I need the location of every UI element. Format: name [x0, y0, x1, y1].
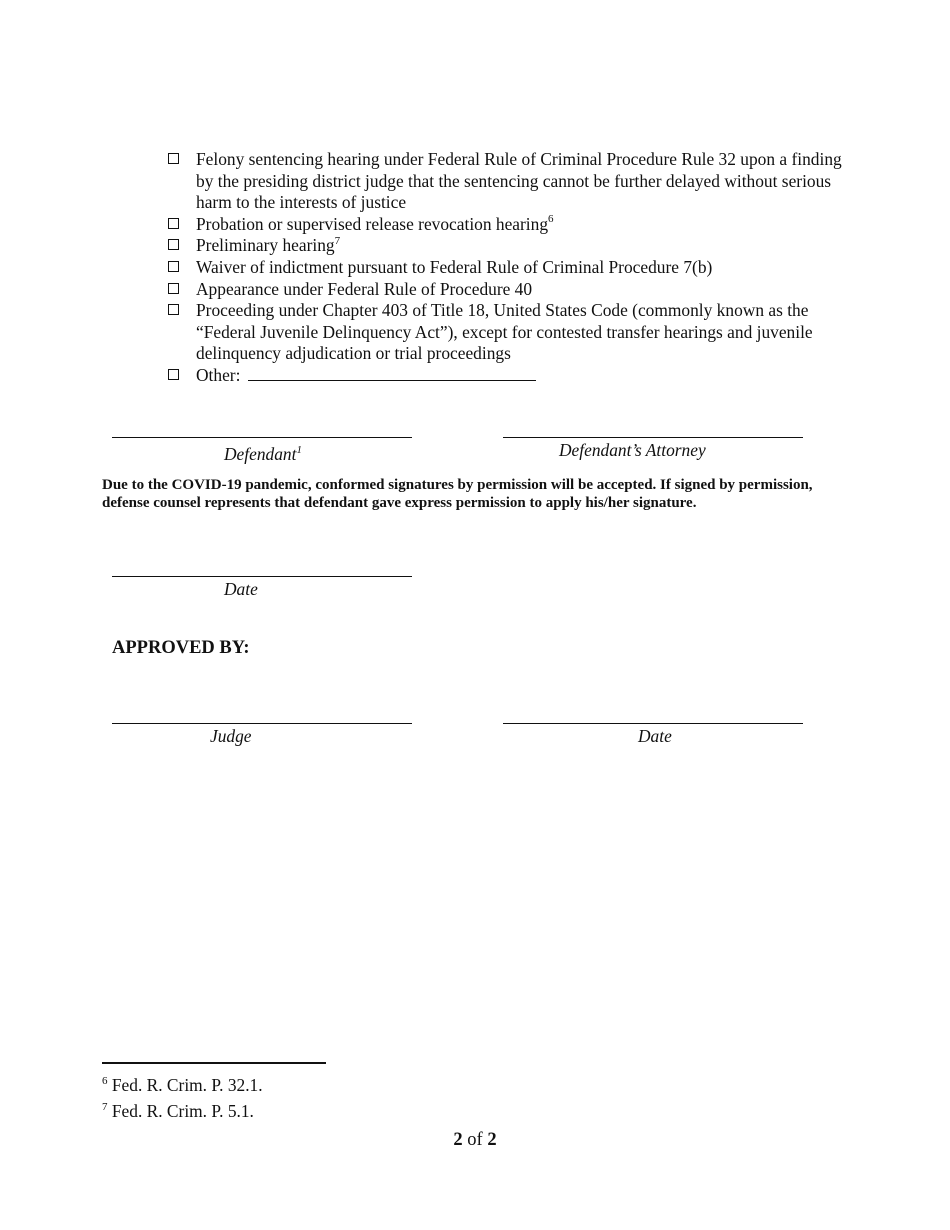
footnote: $^7$ Fed. R. Crim. P. 5.1. [102, 1100, 254, 1121]
footnotes [102, 1070, 263, 1122]
page-number: 2 of 2 [453, 1130, 497, 1150]
signature-caption: Date [224, 579, 258, 599]
item-text: Appearance under Federal Rule of Procedure 40 [196, 278, 533, 299]
defendant-signature-block [112, 437, 412, 464]
list-item [168, 257, 858, 279]
footnote-divider [102, 1062, 326, 1064]
list-item [168, 300, 858, 365]
footnote: $^6$ Fed. R. Crim. P. 32.1. [102, 1074, 263, 1095]
attorney-signature-block [503, 437, 803, 460]
date-signature-block [112, 576, 412, 599]
signature-line[interactable] [503, 437, 803, 438]
list-item [168, 279, 858, 301]
signature-line[interactable] [503, 723, 803, 724]
checkbox[interactable] [168, 304, 179, 315]
other-label: Other: [196, 364, 241, 385]
covid-notice: Due to the COVID-19 pandemic, conformed signatures by permission will be accepted. If signed by permission, defense counsel represents that defendant gave express permission to apply his/her signature. [102, 477, 813, 512]
signature-line[interactable] [112, 576, 412, 577]
checkbox[interactable] [168, 239, 179, 250]
signature-caption: Defendant’s Attorney [559, 440, 706, 460]
item-text: Felony sentencing hearing under Federal Rule of Criminal Procedure Rule 32 upon a finding by the presiding district judge that the sentencing cannot be further delayed without serious harm to the interests of justice [196, 149, 842, 213]
item-text: Proceeding under Chapter 403 of Title 18, United States Code (commonly known as the “Federal Juvenile Delinquency Act”), except for contested transfer hearings and juvenile delinquency adjudication or trial proceedings [196, 300, 813, 364]
signature-caption: Judge [210, 726, 252, 746]
proceeding-checklist [168, 149, 858, 387]
checkbox[interactable] [168, 369, 179, 380]
signature-line[interactable] [112, 723, 412, 724]
footnote-ref: 7 [334, 234, 341, 247]
other-input-line[interactable] [248, 366, 536, 381]
judge-date-block [503, 723, 803, 746]
item-text: Probation or supervised release revocation hearing [196, 213, 549, 234]
checkbox[interactable] [168, 283, 179, 294]
item-text: Waiver of indictment pursuant to Federal Rule of Criminal Procedure 7(b) [196, 256, 713, 277]
footnote-ref: 6 [548, 212, 554, 225]
checkbox[interactable] [168, 218, 179, 229]
signature-line[interactable] [112, 437, 412, 438]
judge-signature-block [112, 723, 412, 746]
list-item [168, 149, 858, 214]
approved-by-heading: APPROVED BY: [112, 638, 250, 658]
list-item [168, 235, 858, 257]
list-item-other [168, 365, 858, 387]
signature-caption: Defendant$^1$ [224, 443, 302, 464]
item-text: Preliminary hearing [196, 235, 335, 256]
checkbox[interactable] [168, 153, 179, 164]
list-item [168, 214, 858, 236]
signature-caption: Date [638, 726, 672, 746]
footnote-ref: 1 [296, 444, 302, 456]
checkbox[interactable] [168, 261, 179, 272]
